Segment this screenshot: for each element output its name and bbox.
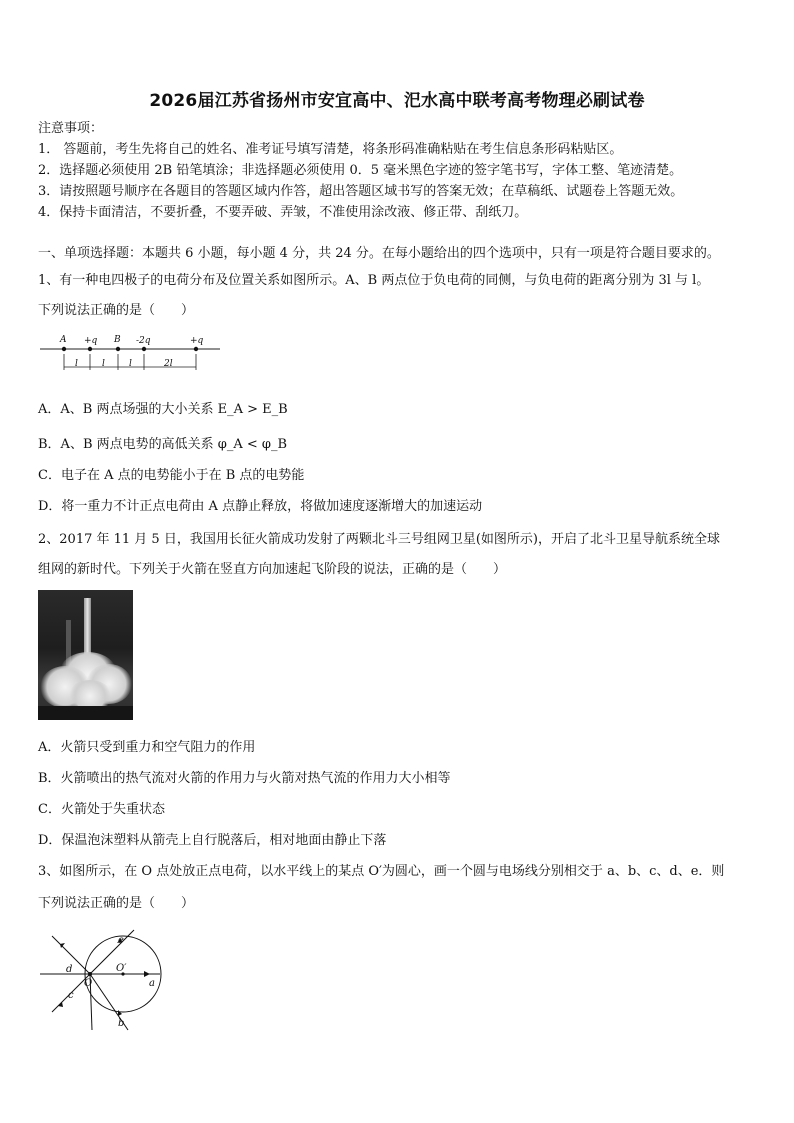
notice-item-3: 3．请按照题号顺序在各题目的答题区域内作答，超出答题区域书写的答案无效；在草稿纸、试题卷上答题无效。 <box>38 184 684 199</box>
q3-label-e: e <box>118 935 124 946</box>
q1-option-a: A．A、B 两点场强的大小关系 E_A > E_B <box>38 402 288 417</box>
q1-seg-label-2: l <box>102 359 105 369</box>
q1-charge-diagram <box>36 332 226 376</box>
q2-option-d: D．保温泡沫塑料从箭壳上自行脱落后，相对地面由静止下落 <box>38 833 387 848</box>
page-title: 2026届江苏省扬州市安宜高中、汜水高中联考高考物理必刷试卷 <box>149 91 645 111</box>
q3-label-O: O <box>84 978 93 989</box>
q1-seg-label-3: l <box>129 359 132 369</box>
q1-seg-label-4: 2l <box>164 359 173 369</box>
q1-seg-label-1: l <box>75 359 78 369</box>
q2-option-b: B．火箭喷出的热气流对火箭的作用力与火箭对热气流的作用力大小相等 <box>38 771 451 786</box>
notice-heading: 注意事项： <box>38 121 104 136</box>
notice-item-2: 2．选择题必须使用 2B 铅笔填涂；非选择题必须使用 0．5 毫米黑色字迹的签字笔书写，字体工整、笔迹清楚。 <box>38 163 683 178</box>
notice-item-1: 1． 答题前，考生先将自己的姓名、准考证号填写清楚，将条形码准确粘贴在考生信息条形码粘贴区。 <box>38 142 623 157</box>
section-heading: 一、单项选择题：本题共 6 小题，每小题 4 分，共 24 分。在每小题给出的四个选项中，只有一项是符合题目要求的。 <box>38 246 720 261</box>
q1-stem-line2: 下列说法正确的是（ ） <box>38 303 195 318</box>
q3-label-d: d <box>66 964 73 975</box>
q3-stem-line2: 下列说法正确的是（ ） <box>38 896 195 911</box>
q3-label-O-prime: O′ <box>116 963 127 974</box>
q1-option-d: D．将一重力不计正点电荷由 A 点静止释放，将做加速度逐渐增大的加速运动 <box>38 499 483 514</box>
q2-option-c: C．火箭处于失重状态 <box>38 802 165 817</box>
q2-option-a: A．火箭只受到重力和空气阻力的作用 <box>38 740 256 755</box>
q1-option-c: C．电子在 A 点的电势能小于在 B 点的电势能 <box>38 468 305 483</box>
q2-stem-line1: 2、2017 年 11 月 5 日，我国用长征火箭成功发射了两颗北斗三号组网卫星(如图所示)，开启了北斗卫星导航系统全球 <box>38 532 720 547</box>
q1-label-plus-q-1: +q <box>84 336 98 346</box>
q3-label-b: b <box>118 1018 125 1029</box>
notice-item-4: 4．保持卡面清洁，不要折叠，不要弄破、弄皱，不准使用涂改液、修正带、刮纸刀。 <box>38 205 528 220</box>
rocket-launch-photo <box>38 590 133 720</box>
q1-label-B: B <box>114 335 121 345</box>
q2-stem-line2: 组网的新时代。下列关于火箭在竖直方向加速起飞阶段的说法，正确的是（ ） <box>38 562 507 577</box>
q1-label-A: A <box>60 335 67 345</box>
q1-stem-line1: 1、有一种电四极子的电荷分布及位置关系如图所示。A、B 两点位于负电荷的同侧，与负电荷的距离分别为 3l 与 l。 <box>38 273 710 288</box>
q3-label-a: a <box>149 978 155 989</box>
q3-label-c: c <box>68 990 74 1001</box>
q3-stem-line1: 3、如图所示，在 O 点处放正点电荷，以水平线上的某点 O′为圆心，画一个圆与电场线分别相交于 a、b、c、d、e．则 <box>38 864 725 879</box>
q1-option-b: B．A、B 两点电势的高低关系 φ_A < φ_B <box>38 437 288 452</box>
q3-field-diagram <box>36 926 166 1034</box>
q1-label-minus-2q: -2q <box>136 336 151 346</box>
q1-label-plus-q-2: +q <box>190 336 204 346</box>
